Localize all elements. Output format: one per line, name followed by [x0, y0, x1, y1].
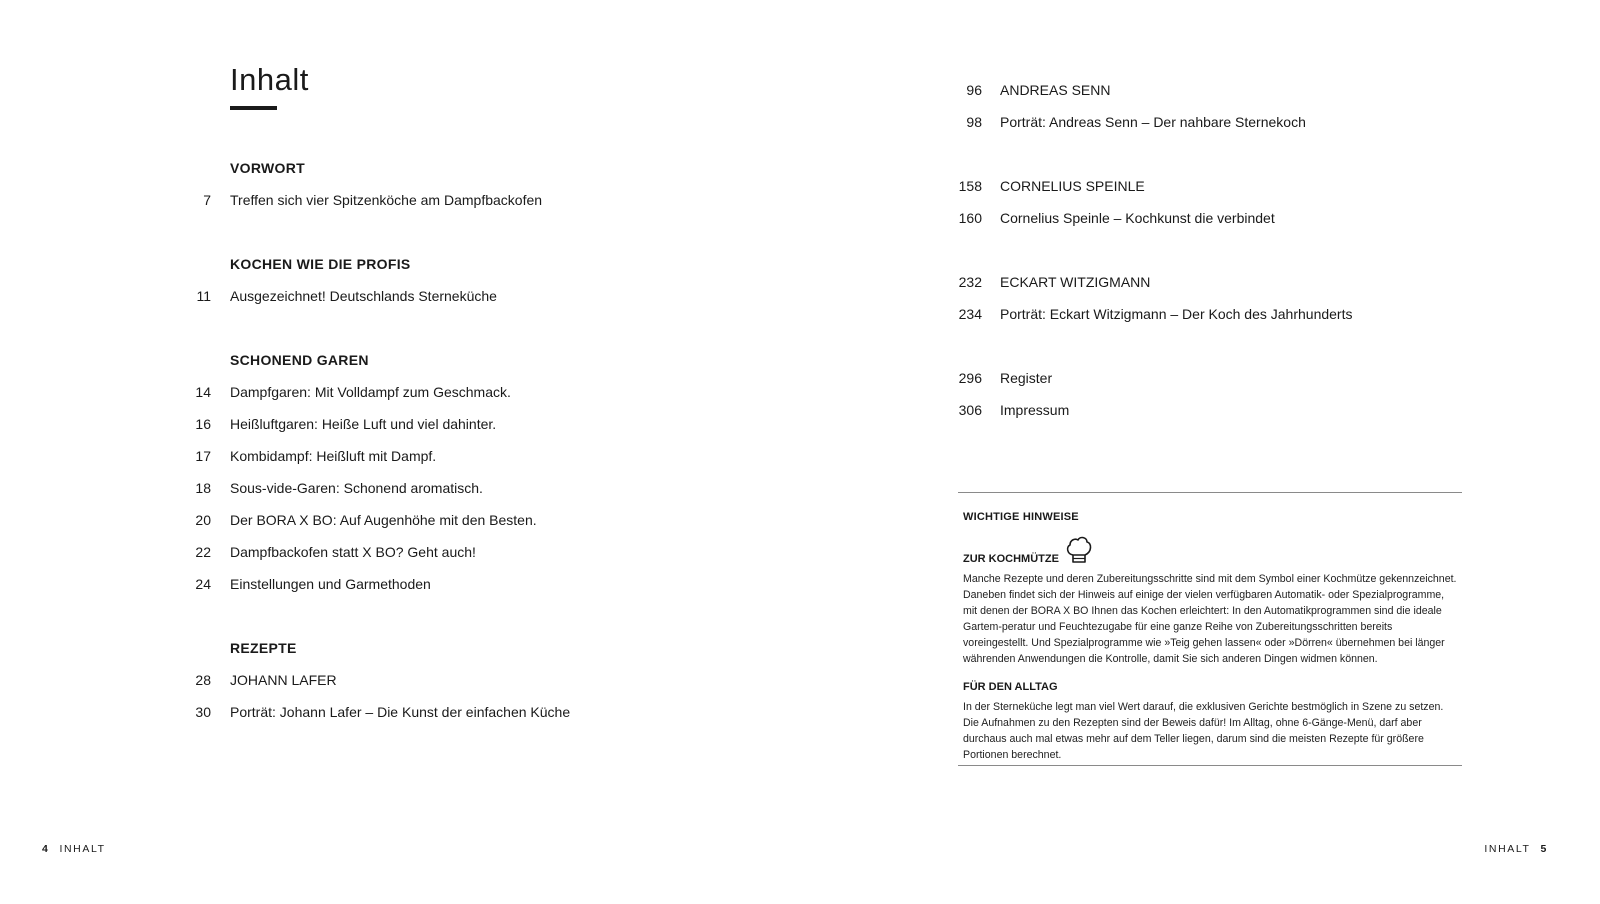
section-heading: REZEPTE: [230, 640, 297, 656]
toc-entry[interactable]: [160, 440, 720, 472]
toc-group: [930, 74, 1490, 138]
toc-entry[interactable]: [160, 664, 720, 696]
toc-entry-title: ECKART WITZIGMANN: [1000, 274, 1151, 290]
toc-page-number: 232: [958, 274, 982, 290]
toc-section: [160, 632, 720, 728]
toc-entry[interactable]: [160, 536, 720, 568]
toc-page-number: 98: [966, 114, 982, 130]
toc-entry[interactable]: [930, 362, 1490, 394]
toc-page-number: 296: [958, 370, 982, 386]
footer-page-number: 5: [1540, 843, 1548, 855]
toc-page-number: 160: [958, 210, 982, 226]
toc-entry-title: ANDREAS SENN: [1000, 82, 1111, 98]
toc-entry-title: Heißluftgaren: Heiße Luft und viel dahinter.: [230, 416, 497, 432]
toc-section: [160, 344, 720, 600]
notice-subheading: FÜR DEN ALLTAG: [963, 681, 1058, 693]
toc-page-number: 96: [966, 82, 982, 98]
toc-entry-title: Porträt: Johann Lafer – Die Kunst der einfachen Küche: [230, 704, 571, 720]
important-notes-box: [958, 492, 1462, 766]
toc-entry[interactable]: [160, 504, 720, 536]
toc-entry-title: Der BORA X BO: Auf Augenhöhe mit den Besten.: [230, 512, 537, 528]
toc-entry-title: Register: [1000, 370, 1053, 386]
toc-page-number: 20: [195, 512, 211, 528]
section-heading: SCHONEND GAREN: [230, 352, 369, 368]
section-heading: VORWORT: [230, 160, 305, 176]
toc-entry-title: Kombidampf: Heißluft mit Dampf.: [230, 448, 437, 464]
toc-entry[interactable]: [930, 394, 1490, 426]
toc-entry[interactable]: [930, 106, 1490, 138]
section-heading: KOCHEN WIE DIE PROFIS: [230, 256, 411, 272]
toc-group: [930, 362, 1490, 426]
toc-page-number: 11: [196, 288, 211, 304]
toc-entry[interactable]: [930, 298, 1490, 330]
toc-right-column: [930, 74, 1490, 458]
toc-entry[interactable]: [930, 74, 1490, 106]
toc-entry[interactable]: [160, 280, 720, 312]
title-underline: [230, 106, 277, 110]
toc-entry-title: Cornelius Speinle – Kochkunst die verbindet: [1000, 210, 1275, 226]
footer-label: INHALT: [1484, 843, 1531, 855]
footer-left: [42, 843, 106, 855]
footer-page-number: 4: [42, 843, 50, 855]
footer-label: INHALT: [59, 843, 106, 855]
chef-hat-icon: [1065, 535, 1093, 565]
toc-page-number: 17: [195, 448, 211, 464]
toc-entry-title: Impressum: [1000, 402, 1070, 418]
toc-group: [930, 170, 1490, 234]
toc-entry-title: CORNELIUS SPEINLE: [1000, 178, 1145, 194]
page-title: Inhalt: [230, 62, 309, 97]
notice-subheading-chef-hat: [963, 535, 1458, 565]
toc-left-column: [160, 152, 720, 760]
toc-page-number: 30: [195, 704, 211, 720]
notice-subheading-label: ZUR KOCHMÜTZE: [963, 553, 1059, 565]
toc-entry-title: JOHANN LAFER: [230, 672, 337, 688]
toc-page-number: 14: [195, 384, 211, 400]
toc-entry-title: Dampfgaren: Mit Volldampf zum Geschmack.: [230, 384, 511, 400]
toc-page-number: 234: [958, 306, 982, 322]
toc-entry[interactable]: [160, 472, 720, 504]
toc-entry[interactable]: [160, 376, 720, 408]
toc-page-number: 306: [958, 402, 982, 418]
toc-entry[interactable]: [160, 568, 720, 600]
toc-section: [160, 152, 720, 216]
toc-entry-title: Porträt: Andreas Senn – Der nahbare Sternekoch: [1000, 114, 1306, 130]
toc-page-number: 28: [195, 672, 211, 688]
toc-entry-title: Treffen sich vier Spitzenköche am Dampfbackofen: [230, 192, 543, 208]
toc-page-number: 24: [195, 576, 211, 592]
toc-entry-title: Porträt: Eckart Witzigmann – Der Koch des Jahrhunderts: [1000, 306, 1353, 322]
notice-paragraph: Manche Rezepte und deren Zubereitungsschritte sind mit dem Symbol einer Kochmütze gekennzeichnet. Daneben findet sich der Hinweis auf einige der vielen verfügbaren Automatik- oder Spezialprogramme, mit denen der BORA X BO Ihnen das Kochen erleichtert: In den Automatikprogrammen sind die ideale Gartem-peratur und Feuchtezugabe für eine ganze Reihe von Zubereitungsschritten bereits voreingestellt. Und Spezialprogramme wie »Teig gehen lassen« oder »Dörren« übernehmen bei länger währenden Anwendungen die Kontrolle, damit Sie sich anderen Dingen widmen können.: [963, 573, 1457, 665]
toc-page-number: 18: [195, 480, 211, 496]
notice-heading: WICHTIGE HINWEISE: [963, 511, 1079, 523]
toc-page-number: 158: [958, 178, 982, 194]
toc-entry-title: Ausgezeichnet! Deutschlands Sterneküche: [230, 288, 497, 304]
toc-entry-title: Dampfbackofen statt X BO? Geht auch!: [230, 544, 476, 560]
notice-paragraph: In der Sterneküche legt man viel Wert darauf, die exklusiven Gerichte bestmöglich in Szene zu setzen. Die Aufnahmen zu den Rezepten sind der Beweis dafür! Im Alltag, ohne 6-Gänge-Menü, darf aber durchaus auch mal etwas mehr auf dem Teller liegen, darum sind die meisten Rezepte für größere Portionen berechnet.: [963, 701, 1444, 761]
toc-entry-title: Sous-vide-Garen: Schonend aromatisch.: [230, 480, 483, 496]
toc-entry[interactable]: [930, 202, 1490, 234]
toc-entry[interactable]: [930, 266, 1490, 298]
footer-right: [1484, 843, 1548, 855]
toc-section: [160, 248, 720, 312]
toc-page-number: 22: [195, 544, 211, 560]
toc-page-number: 7: [203, 192, 211, 208]
toc-entry[interactable]: [930, 170, 1490, 202]
toc-page-number: 16: [195, 416, 211, 432]
toc-group: [930, 266, 1490, 330]
toc-entry[interactable]: [160, 696, 720, 728]
toc-entry[interactable]: [160, 408, 720, 440]
toc-entry-title: Einstellungen und Garmethoden: [230, 576, 431, 592]
toc-entry[interactable]: [160, 184, 720, 216]
